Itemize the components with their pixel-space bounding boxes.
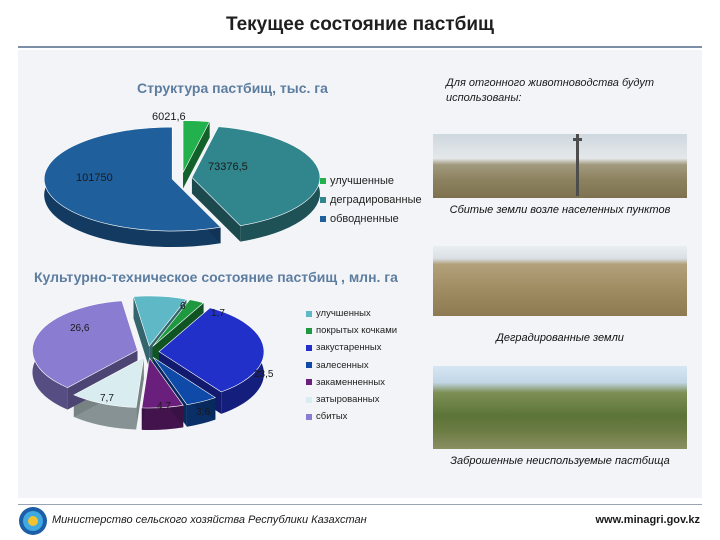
chart1-legend-item <box>320 190 422 209</box>
chart1-value-label-1: 73376,5 <box>208 161 248 173</box>
chart2-legend <box>306 305 397 425</box>
legend-swatch <box>320 216 326 222</box>
legend-label: обводненные <box>330 212 399 225</box>
photo-degraded-land <box>433 246 687 316</box>
slide-title: Текущее состояние пастбищ <box>225 14 495 35</box>
chart1-legend-item <box>320 209 422 228</box>
emblem-icon <box>18 506 48 536</box>
legend-label: улучшенных <box>316 308 371 320</box>
legend-swatch <box>306 397 312 403</box>
legend-swatch <box>320 178 326 184</box>
photo-caption-3: Заброшенные неиспользуемые пастбища <box>450 455 670 467</box>
footer-divider <box>18 504 702 505</box>
legend-label: сбитых <box>316 411 348 423</box>
photo-trampled-land <box>433 134 687 198</box>
photo-abandoned-pasture <box>433 366 687 449</box>
legend-label: улучшенные <box>330 174 395 187</box>
legend-swatch <box>306 379 312 385</box>
chart2-value-label-6: 26,6 <box>70 323 90 334</box>
chart2-value-label-3: 3,6 <box>196 407 210 418</box>
legend-swatch <box>306 311 312 317</box>
chart1-title: Структура пастбищ, тыс. га <box>137 80 328 96</box>
chart2-title: Культурно-техническое состояние пастбищ , млн. га <box>34 269 398 285</box>
legend-label: деградированные <box>330 193 422 206</box>
footer-website[interactable]: www.minagri.gov.kz <box>595 514 700 526</box>
legend-swatch <box>306 414 312 420</box>
chart2-value-label-5: 7,7 <box>100 393 114 404</box>
chart1-legend-item <box>320 171 422 190</box>
chart2-legend-item <box>306 408 397 425</box>
pole-shape <box>576 134 579 196</box>
legend-swatch <box>320 197 326 203</box>
legend-label: закустаренных <box>316 342 382 354</box>
footer-ministry: Министерство сельского хозяйства Республики Казахстан <box>52 514 367 526</box>
legend-label: залесенных <box>316 359 369 371</box>
chart2-legend-item <box>306 374 397 391</box>
legend-swatch <box>306 345 312 351</box>
chart1-value-label-2: 101750 <box>76 172 113 184</box>
photo-caption-2: Деградированные земли <box>496 332 624 344</box>
legend-label: закаменненных <box>316 376 385 388</box>
legend-swatch <box>306 362 312 368</box>
photo-caption-1: Сбитые земли возле населенных пунктов <box>449 204 671 216</box>
chart2-value-label-1: 1,7 <box>211 308 225 319</box>
chart1-legend <box>320 171 422 228</box>
legend-label: затырованных <box>316 394 380 406</box>
chart2-legend-item <box>306 339 397 356</box>
chart2-legend-item <box>306 322 397 339</box>
chart1-value-label-0: 6021,6 <box>152 111 186 123</box>
chart2-value-label-2: 23,5 <box>254 369 274 380</box>
chart2-value-label-4: 4,7 <box>157 401 171 412</box>
legend-swatch <box>306 328 312 334</box>
chart2-legend-item <box>306 391 397 408</box>
chart2-legend-item <box>306 357 397 374</box>
chart2-value-label-0: 6 <box>180 301 186 312</box>
chart2-legend-item <box>306 305 397 322</box>
legend-label: покрытых кочками <box>316 325 398 337</box>
intro-text: Для отгонного животноводства будут использованы: <box>446 77 655 104</box>
